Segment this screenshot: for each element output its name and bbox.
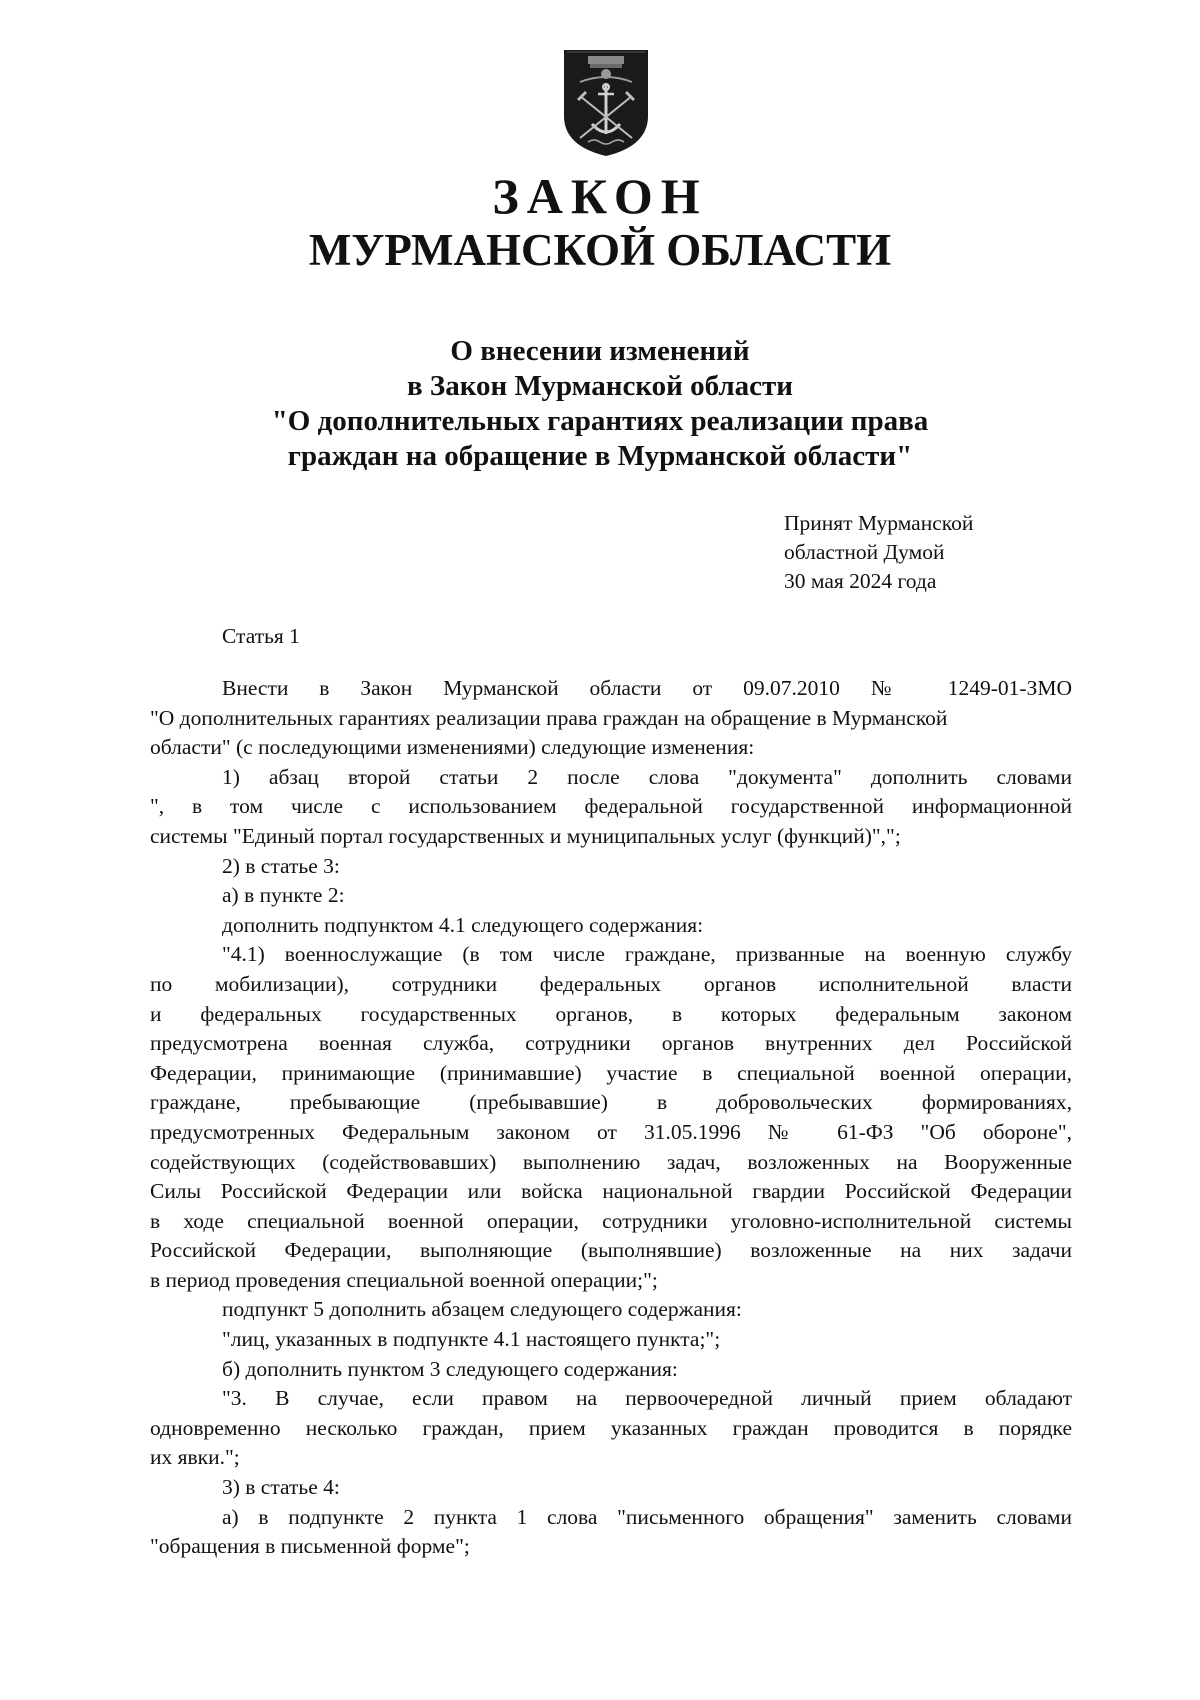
body-line: по мобилизации), сотрудники федеральных органов исполнительной власти (150, 971, 1072, 996)
law-subject (0, 334, 1200, 474)
subject-line: "О дополнительных гарантиях реализации права (271, 405, 929, 437)
body-line: 2) в статье 3: (222, 853, 340, 878)
body-line: 3) в статье 4: (222, 1475, 340, 1500)
article-body (150, 674, 1072, 1562)
body-line: Силы Российской Федерации или войска национальной гвардии Российской Федерации (150, 1179, 1072, 1204)
body-line: Российской Федерации, выполняющие (выполнявшие) возложенные на них задачи (150, 1238, 1072, 1263)
body-line: в ходе специальной военной операции, сотрудники уголовно-исполнительной системы (150, 1208, 1072, 1233)
body-line: а) в подпункте 2 пункта 1 слова "письменного обращения" заменить словами (222, 1504, 1072, 1529)
body-line: "3. В случае, если правом на первоочередной личный прием обладают (222, 1386, 1072, 1411)
region-title: МУРМАНСКОЙ ОБЛАСТИ (308, 225, 892, 275)
body-line: а) в пункте 2: (222, 883, 345, 908)
subject-line: граждан на обращение в Мурманской области" (287, 440, 913, 472)
adoption-line: Принят Мурманской (784, 511, 974, 535)
body-line: Внести в Закон Мурманской области от 09.07.2010 № 1249-01-ЗМО (222, 676, 1072, 700)
body-line: и федеральных государственных органов, в которых федеральным законом (150, 1001, 1072, 1026)
adoption-line: областной Думой (784, 540, 945, 564)
adoption-note (784, 509, 1084, 596)
law-title: ЗАКОН (492, 168, 708, 224)
body-line: "обращения в письменной форме"; (150, 1534, 470, 1559)
subject-line: О внесении изменений (450, 335, 750, 367)
body-line: системы "Единый портал государственных и муниципальных услуг (функций)","; (150, 823, 901, 848)
body-line: "4.1) военнослужащие (в том числе граждане, призванные на военную службу (222, 942, 1072, 967)
body-line: в период проведения специальной военной операции;"; (150, 1267, 658, 1292)
coat-of-arms-icon (558, 42, 654, 160)
body-line: граждане, пребывающие (пребывавшие) в добровольческих формированиях, (150, 1090, 1072, 1115)
body-line: одновременно несколько граждан, прием указанных граждан проводится в порядке (150, 1415, 1072, 1440)
body-line: содействующих (содействовавших) выполнению задач, возложенных на Вооруженные (150, 1149, 1072, 1174)
body-line: 1) абзац второй статьи 2 после слова "документа" дополнить словами (222, 764, 1072, 789)
adoption-date: 30 мая 2024 года (784, 569, 937, 593)
body-line: "О дополнительных гарантиях реализации права граждан на обращение в Мурманской (150, 705, 948, 730)
body-line: "лиц, указанных в подпункте 4.1 настоящего пункта;"; (222, 1327, 721, 1352)
body-line: предусмотрена военная служба, сотрудники органов внутренних дел Российской (150, 1031, 1072, 1056)
body-line: их явки."; (150, 1445, 240, 1470)
subject-line: в Закон Мурманской области (407, 370, 793, 402)
article-heading: Статья 1 (222, 624, 300, 648)
body-line: Федерации, принимающие (принимавшие) участие в специальной военной операции, (150, 1060, 1072, 1085)
body-line: б) дополнить пунктом 3 следующего содержания: (222, 1356, 678, 1381)
body-line: области" (с последующими изменениями) следующие изменения: (150, 735, 755, 760)
body-line: дополнить подпунктом 4.1 следующего содержания: (222, 912, 704, 937)
body-line: подпункт 5 дополнить абзацем следующего содержания: (222, 1297, 742, 1322)
body-line: ", в том числе с использованием федеральной государственной информационной (150, 794, 1072, 819)
body-line: предусмотренных Федеральным законом от 31.05.1996 № 61-ФЗ "Об обороне", (150, 1119, 1072, 1144)
